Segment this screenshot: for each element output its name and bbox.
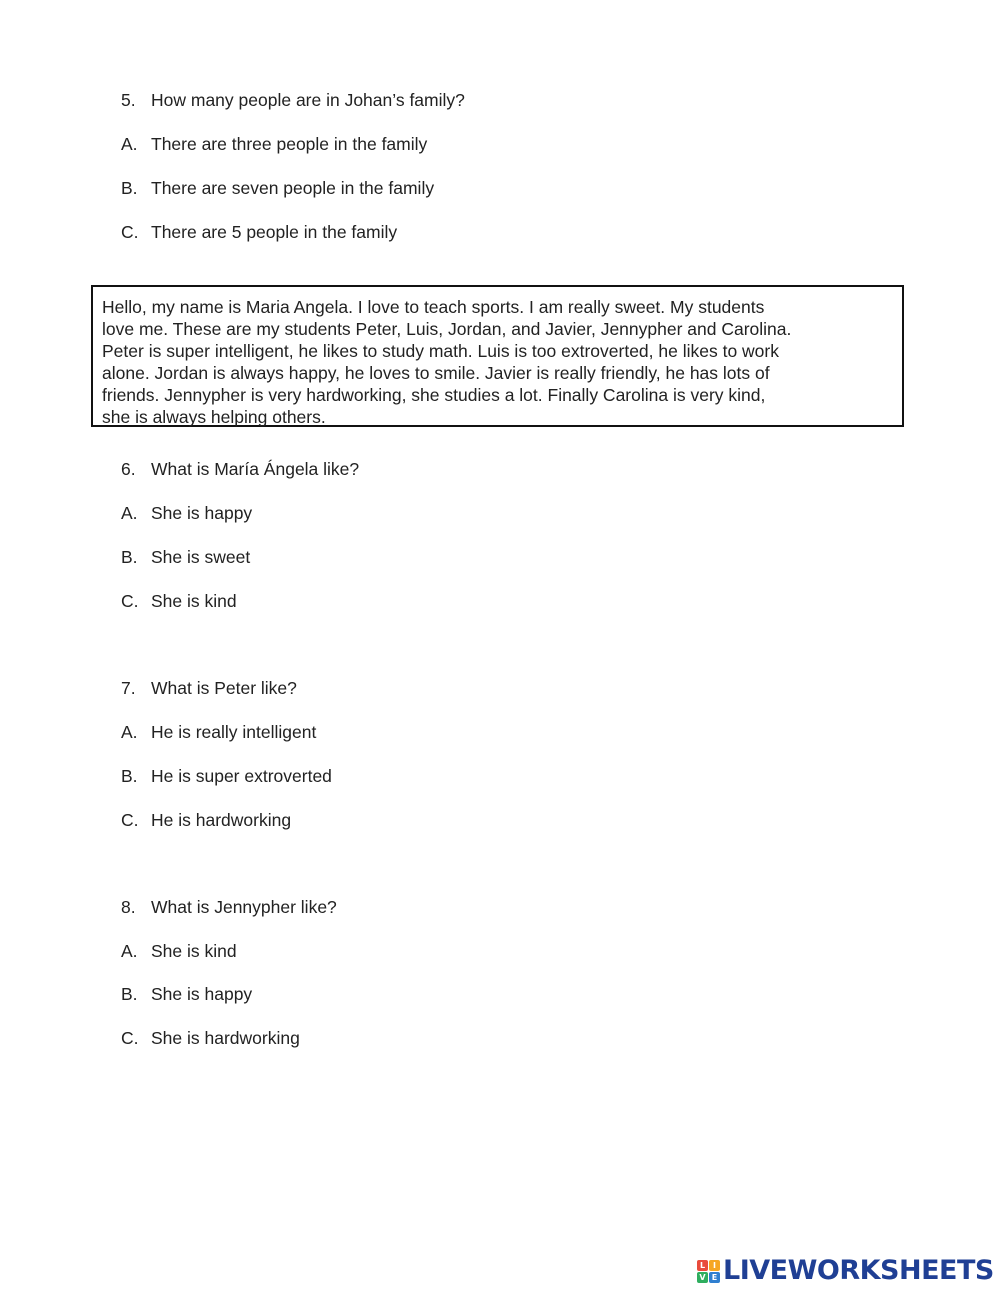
option-text: She is kind <box>151 941 237 961</box>
question-5-option-b[interactable] <box>121 177 434 199</box>
option-text: She is kind <box>151 591 237 611</box>
option-letter: C. <box>121 591 139 611</box>
question-8 <box>121 896 337 918</box>
logo-block: V <box>697 1272 708 1283</box>
option-letter: B. <box>121 984 138 1004</box>
question-text: How many people are in Johan’s family? <box>151 90 465 110</box>
question-text: What is Jennypher like? <box>151 897 337 917</box>
option-text: She is happy <box>151 984 253 1004</box>
option-text: There are three people in the family <box>151 134 428 154</box>
question-8-option-b[interactable] <box>121 983 252 1005</box>
liveworksheets-logo <box>697 1254 994 1288</box>
option-letter: C. <box>121 810 139 830</box>
question-6-option-b[interactable] <box>121 546 250 568</box>
question-text: What is Peter like? <box>151 678 297 698</box>
passage-line: love me. These are my students Peter, Luis, Jordan, and Javier, Jennypher and Carolina. <box>102 319 792 339</box>
logo-mark-icon <box>697 1260 720 1283</box>
question-5 <box>121 89 465 111</box>
question-text: What is María Ángela like? <box>151 459 360 479</box>
option-text: He is really intelligent <box>151 722 317 742</box>
option-letter: C. <box>121 222 139 242</box>
option-text: She is hardworking <box>151 1028 300 1048</box>
logo-block: E <box>709 1272 720 1283</box>
question-6 <box>121 458 359 480</box>
passage-line: she is always helping others. <box>102 407 326 427</box>
question-number: 6. <box>121 459 136 479</box>
question-5-option-a[interactable] <box>121 133 427 155</box>
option-letter: B. <box>121 766 138 786</box>
question-7-option-c[interactable] <box>121 809 291 831</box>
question-8-option-c[interactable] <box>121 1027 300 1049</box>
question-7 <box>121 677 297 699</box>
question-number: 5. <box>121 90 136 110</box>
question-number: 7. <box>121 678 136 698</box>
question-7-option-b[interactable] <box>121 765 332 787</box>
passage-line: Hello, my name is Maria Angela. I love to teach sports. I am really sweet. My students <box>102 297 765 317</box>
logo-text: LIVEWORKSHEETS <box>723 1255 994 1286</box>
passage-line: Peter is super intelligent, he likes to study math. Luis is too extroverted, he likes to work <box>102 341 779 361</box>
question-number: 8. <box>121 897 136 917</box>
reading-passage <box>91 285 904 427</box>
option-letter: A. <box>121 941 138 961</box>
option-letter: B. <box>121 547 138 567</box>
question-5-option-c[interactable] <box>121 221 397 243</box>
question-6-option-c[interactable] <box>121 590 237 612</box>
option-text: He is hardworking <box>151 810 292 830</box>
option-text: She is sweet <box>151 547 251 567</box>
question-8-option-a[interactable] <box>121 940 237 962</box>
passage-line: friends. Jennypher is very hardworking, she studies a lot. Finally Carolina is very kind, <box>102 385 766 405</box>
option-letter: A. <box>121 134 138 154</box>
option-text: She is happy <box>151 503 253 523</box>
question-6-option-a[interactable] <box>121 502 252 524</box>
question-7-option-a[interactable] <box>121 721 316 743</box>
option-text: There are seven people in the family <box>151 178 435 198</box>
logo-block: I <box>709 1260 720 1271</box>
option-text: There are 5 people in the family <box>151 222 398 242</box>
logo-block: L <box>697 1260 708 1271</box>
option-letter: B. <box>121 178 138 198</box>
option-letter: A. <box>121 503 138 523</box>
option-letter: A. <box>121 722 138 742</box>
option-text: He is super extroverted <box>151 766 332 786</box>
passage-line: alone. Jordan is always happy, he loves to smile. Javier is really friendly, he has lots of <box>102 363 770 383</box>
option-letter: C. <box>121 1028 139 1048</box>
